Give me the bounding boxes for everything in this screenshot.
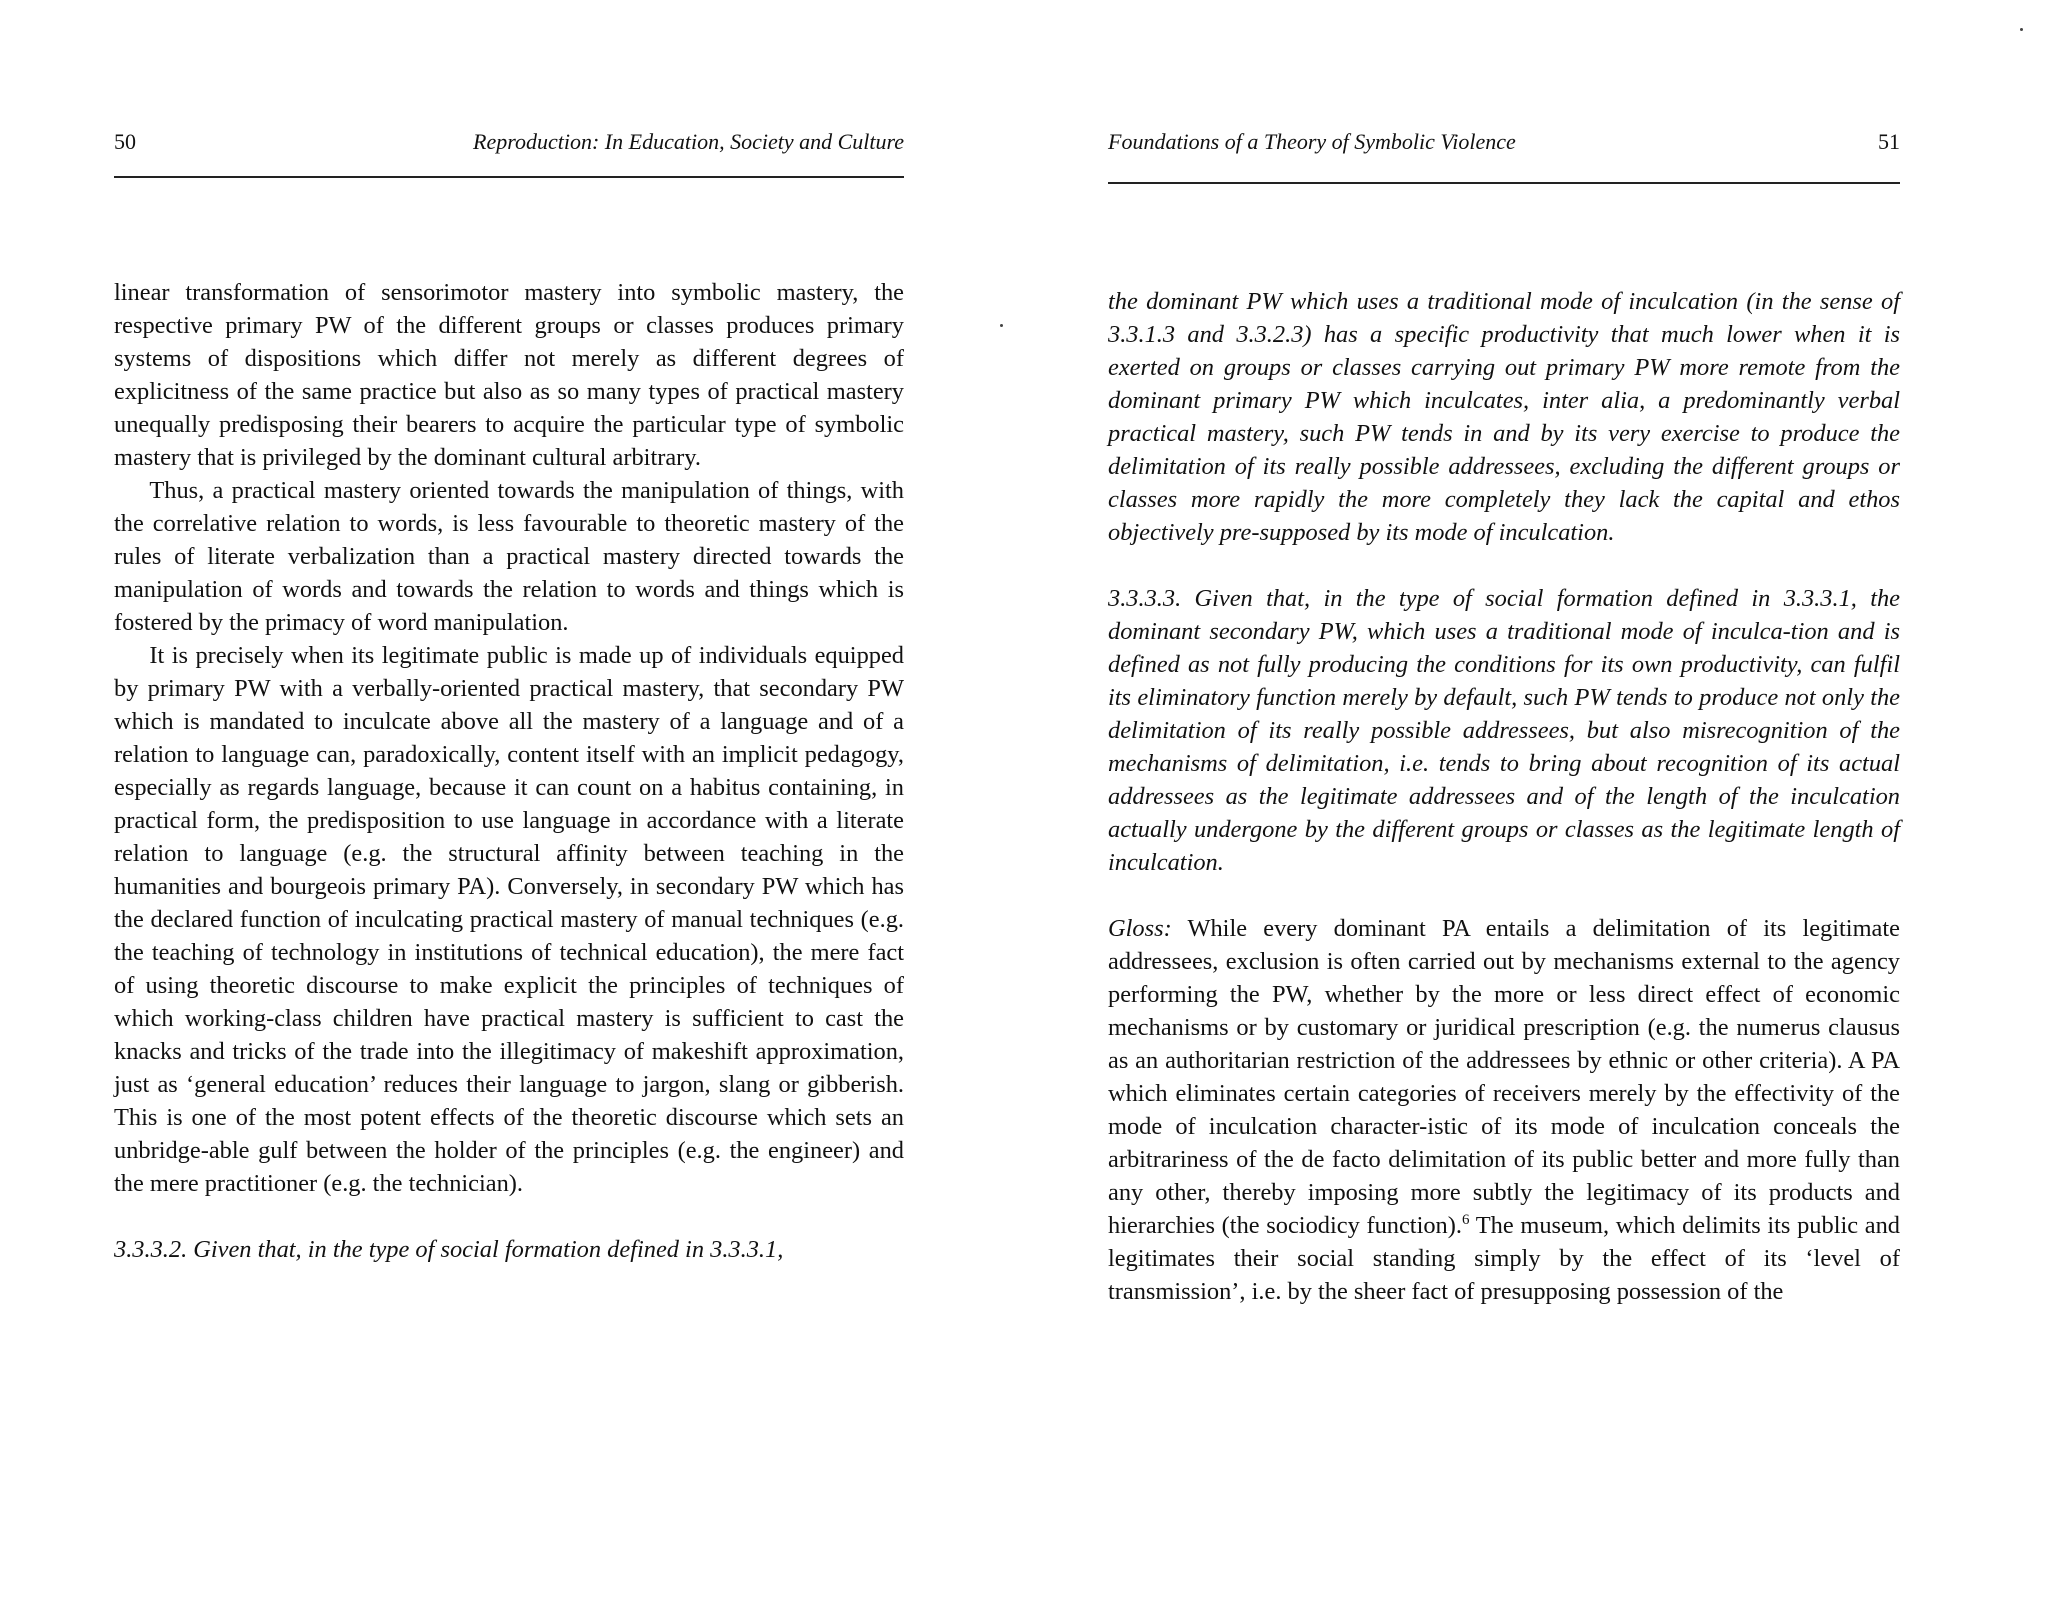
left-paragraph-2: Thus, a practical mastery oriented towards the manipulation of things, with the correlative relation to words, is less favourable to theoretic mastery of the rules of literate verbalization than a practical mastery directed towards the manipulation of words and towards the relation to words and things which is fostered by the primacy of word manipulation. — [114, 477, 904, 636]
right-header-rule — [1108, 182, 1900, 184]
footnote-ref: 6 — [1461, 1211, 1470, 1228]
left-body-text — [114, 276, 904, 1266]
left-page-number: 50 — [114, 129, 136, 154]
scan-speck — [1000, 324, 1003, 327]
gloss-text-continued: The museum, which delimits its public and legitimates their social standing simply by the effect of its ‘level of transmission’, i.e. by the sheer fact of presupposing possession of the — [1108, 1212, 1900, 1305]
right-continuation-paragraph: the dominant PW which uses a traditional mode of inculcation (in the sense of 3.3.1.3 and 3.3.2.3) has a specific productivity that much lower when it is exerted on groups or classes carrying out primary PW more remote from the dominant primary PW which inculcates, inter alia, a predominantly verbal practical mastery, such PW tends in and by its very exercise to produce the delimitation of its really possible addressees, excluding the different groups or classes more rapidly the more completely they lack the capital and ethos objectively pre-supposed by its mode of inculcation. — [1108, 288, 1900, 546]
right-section-gap-2 — [1108, 879, 1900, 912]
gloss-paragraph — [1108, 912, 1900, 1308]
scan-speck-corner — [2020, 28, 2023, 31]
left-running-head — [114, 122, 904, 162]
right-page-number: 51 — [1878, 129, 1900, 154]
right-running-title: Foundations of a Theory of Symbolic Violence — [1108, 129, 1516, 154]
right-section-gap-1 — [1108, 549, 1900, 582]
gloss-text: While every dominant PA entails a delimitation of its legitimate addressees, exclusion is often carried out by mechanisms external to the agency performing the PW, whether by the more or less direct effect of economic mechanisms or by customary or juridical prescription (e.g. the numerus clausus as an authoritarian restriction of the addressees by ethnic or other criteria). A PA which eliminates certain categories of receivers merely by the effectivity of the mode of inculcation character-istic of its mode of inculcation conceals the arbitrariness of the de facto delimitation of its public better and more fully than any other, thereby imposing more subtly the legitimacy of its products and hierarchies (the sociodicy function). — [1108, 915, 1900, 1239]
right-body-text — [1108, 285, 1900, 1308]
left-paragraph-3: It is precisely when its legitimate public is made up of individuals equipped by primary PW with a verbally-oriented practical mastery, that secondary PW which is mandated to inculcate above all the mastery of a language and of a relation to language can, paradoxically, content itself with an implicit pedagogy, especially as regards language, because it can count on a habitus containing, in practical form, the predisposition to use language in accordance with a literate relation to language (e.g. the structural affinity between teaching in the humanities and bourgeois primary PA). Conversely, in secondary PW which has the declared function of inculcating practical mastery of manual techniques (e.g. the teaching of technology in institutions of technical education), the mere fact of using theoretic discourse to make explicit the principles of techniques of which working-class children have practical mastery is sufficient to cast the knacks and tricks of the trade into the illegitimacy of makeshift approximation, just as ‘general education’ reduces their language to jargon, slang or gibberish. This is one of the most potent effects of the theoretic discourse which sets an unbridge-able gulf between the holder of the principles (e.g. the engineer) and the mere practitioner (e.g. the technician). — [114, 642, 904, 1197]
right-running-head — [1108, 122, 1900, 162]
left-section-gap — [114, 1200, 904, 1233]
gloss-label: Gloss: — [1108, 915, 1172, 942]
left-paragraph-1: linear transformation of sensorimotor mastery into symbolic mastery, the respective primary PW of the different groups or classes produces primary systems of dispositions which differ not merely as different degrees of explicitness of the same practice but also as so many types of practical mastery unequally predisposing their bearers to acquire the particular type of symbolic mastery that is privileged by the dominant cultural arbitrary. — [114, 279, 904, 471]
left-section-start: 3.3.3.2. Given that, in the type of social formation defined in 3.3.3.1, — [114, 1236, 784, 1263]
left-header-rule — [114, 176, 904, 178]
right-section-paragraph: 3.3.3.3. Given that, in the type of social formation defined in 3.3.3.1, the dominant secondary PW, which uses a traditional mode of inculca-tion and is defined as not fully producing the conditions for its own productivity, can fulfil its eliminatory function merely by default, such PW tends to produce not only the delimitation of its really possible addressees, but also misrecognition of the mechanisms of delimitation, i.e. tends to bring about recognition of its actual addressees as the legitimate addressees and of the length of the inculcation actually undergone by the different groups or classes as the legitimate length of inculcation. — [1108, 585, 1900, 876]
left-running-title: Reproduction: In Education, Society and Culture — [473, 129, 904, 154]
